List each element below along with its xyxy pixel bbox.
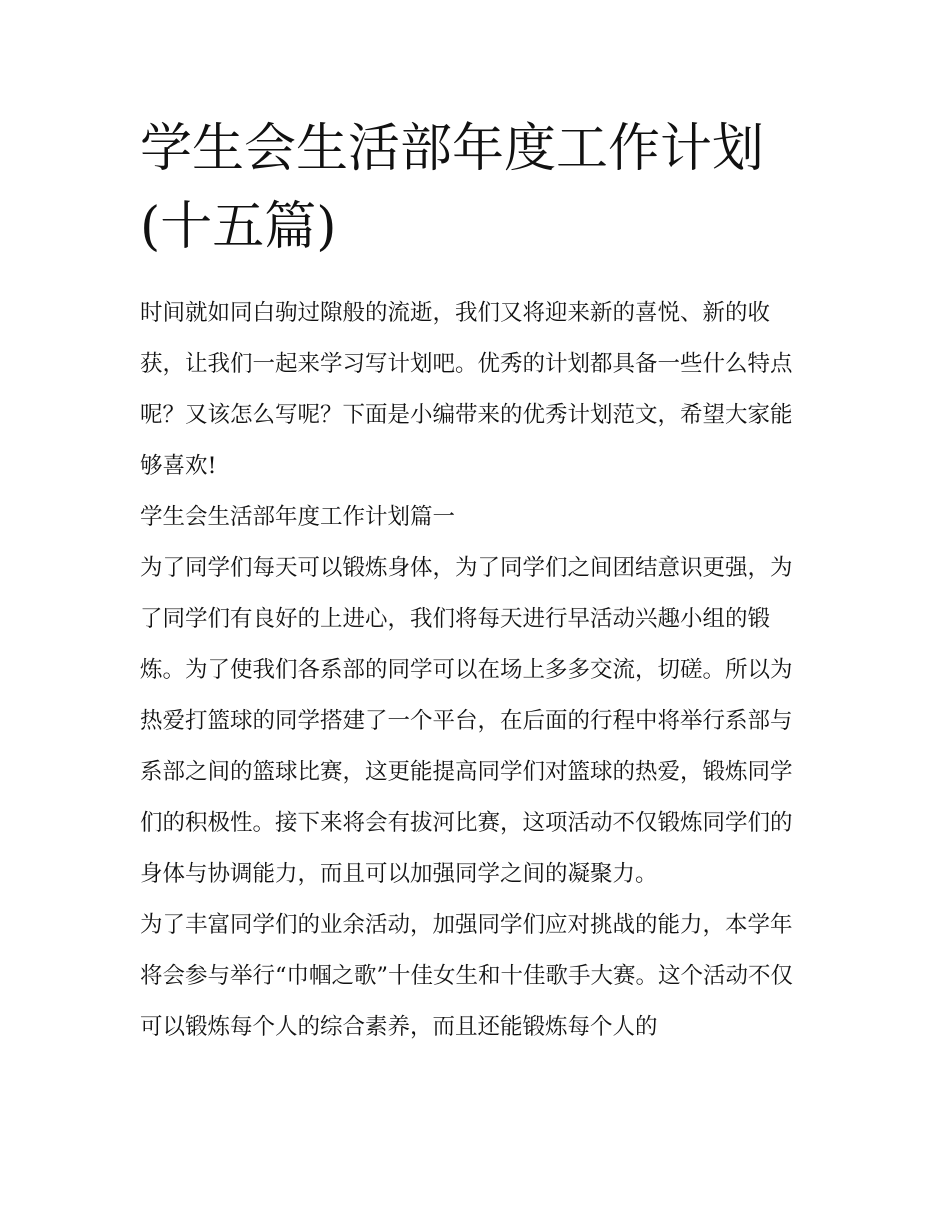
section-heading: 学生会生活部年度工作计划篇一: [140, 504, 456, 530]
body-paragraph: 为了同学们每天可以锻炼身体，为了同学们之间团结意识更强，为了同学们有良好的上进心，我们将每天进行早活动兴趣小组的锻炼。为了使我们各系部的同学可以在场上多多交流，切磋。所以为热爱打篮球的同学搭建了一个平台，在后面的行程中将举行系部与系部之间的篮球比赛，这更能提高同学们对篮球的热爱，锻炼同学们的积极性。接下来将会有拔河比赛，这项活动不仅锻炼同学们的身体与协调能力，而且可以加强同学之间的凝聚力。: [140, 555, 793, 887]
body-paragraph: 为了丰富同学们的业余活动，加强同学们应对挑战的能力，本学年将会参与举行“巾帼之歌”十佳女生和十佳歌手大赛。这个活动不仅可以锻炼每个人的综合素养，而且还能锻炼每个人的: [140, 912, 794, 1040]
document-page: [140, 110, 812, 1053]
document-title: 学生会生活部年度工作计划(十五篇): [140, 119, 765, 257]
document-body: [140, 288, 812, 1053]
intro-paragraph: 时间就如同白驹过隙般的流逝，我们又将迎来新的喜悦、新的收获，让我们一起来学习写计划吧。优秀的计划都具备一些什么特点呢？又该怎么写呢？下面是小编带来的优秀计划范文，希望大家能够喜欢!: [140, 300, 793, 479]
